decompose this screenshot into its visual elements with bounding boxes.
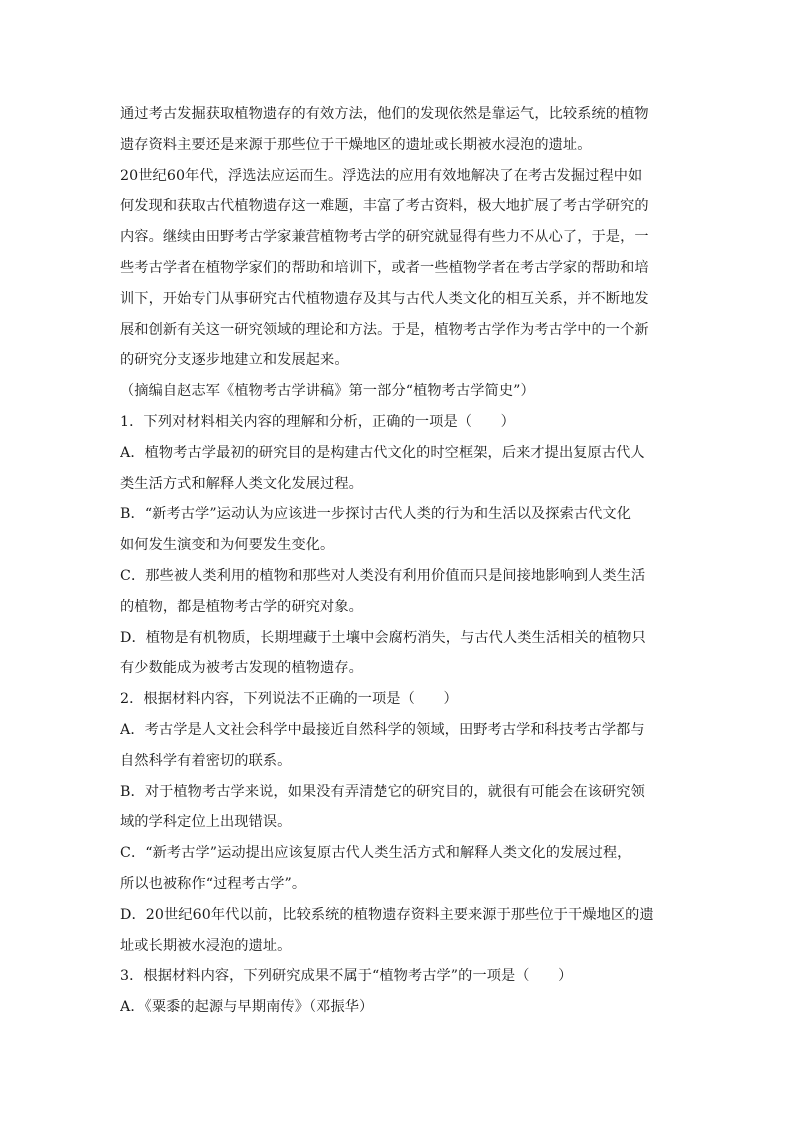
paragraph-line: 何发现和获取古代植物遗存这一难题，丰富了考古资料，极大地扩展了考古学研究的 xyxy=(120,198,649,215)
question-2-option-d: D．20世纪60年代以前，比较系统的植物遗存资料主要来源于那些位于干燥地区的遗 xyxy=(120,906,654,923)
question-2-option-a: A．考古学是人文社会科学中最接近自然科学的领域，田野考古学和科技考古学都与 xyxy=(120,721,645,738)
paragraph-line: 内容。继续由田野考古学家兼营植物考古学的研究就显得有些力不从心了，于是，一 xyxy=(120,229,649,246)
question-1-option-d-cont: 有少数能成为被考古发现的植物遗存。 xyxy=(120,660,363,677)
question-1-option-a: A．植物考古学最初的研究目的是构建古代文化的时空框架，后来才提出复原古代人 xyxy=(120,444,645,461)
question-1-stem: 1．下列对材料相关内容的理解和分析，正确的一项是（ ） xyxy=(120,413,515,430)
question-2-option-d-cont: 址或长期被水浸泡的遗址。 xyxy=(120,937,292,954)
paragraph-line: 展和创新有关这一研究领域的理论和方法。于是，植物考古学作为考古学中的一个新 xyxy=(120,321,649,338)
paragraph-line: 通过考古发掘获取植物遗存的有效方法，他们的发现依然是靠运气，比较系统的植物 xyxy=(120,106,649,122)
paragraph-line: 的研究分支逐步地建立和发展起来。 xyxy=(120,352,349,369)
paragraph-line: 训下，开始专门从事研究古代植物遗存及其与古代人类文化的相互关系，并不断地发 xyxy=(120,290,649,307)
question-1-option-c: C．那些被人类利用的植物和那些对人类没有利用价值而只是间接地影响到人类生活 xyxy=(120,567,646,584)
paragraph-line: 20世纪60年代，浮选法应运而生。浮选法的应用有效地解决了在考古发掘过程中如 xyxy=(120,167,643,184)
question-1-option-a-cont: 类生活方式和解释人类文化发展过程。 xyxy=(120,475,363,492)
question-2-option-c: C．“新考古学”运动提出应该复原古代人类生活方式和解释人类文化的发展过程， xyxy=(120,845,632,862)
source-citation: （摘编自赵志军《植物考古学讲稿》第一部分“植物考古学简史”） xyxy=(120,383,535,400)
question-2-option-a-cont: 自然科学有着密切的联系。 xyxy=(120,752,292,769)
paragraph-line: 遗存资料主要还是来源于那些位于干燥地区的遗址或长期被水浸泡的遗址。 xyxy=(120,136,592,153)
question-3-option-a: A．《粟黍的起源与早期南传》（邓振华） xyxy=(120,999,374,1016)
document-body xyxy=(120,99,676,1023)
question-2-stem: 2．根据材料内容，下列说法不正确的一项是（ ） xyxy=(120,691,458,708)
question-3-stem: 3．根据材料内容，下列研究成果不属于“植物考古学”的一项是（ ） xyxy=(120,968,573,985)
question-1-option-b: B．“新考古学”运动认为应该进一步探讨古代人类的行为和生活以及探索古代文化 xyxy=(120,506,632,523)
question-2-option-b-cont: 域的学科定位上出现错误。 xyxy=(120,814,292,831)
question-1-option-d: D．植物是有机物质，长期埋藏于土壤中会腐朽消失，与古代人类生活相关的植物只 xyxy=(120,629,646,646)
paragraph-line: 些考古学者在植物学家们的帮助和培训下，或者一些植物学者在考古学家的帮助和培 xyxy=(120,259,649,276)
question-1-option-b-cont: 如何发生演变和为何要发生变化。 xyxy=(120,537,335,554)
question-2-option-c-cont: 所以也被称作“过程考古学”。 xyxy=(120,875,307,892)
question-1-option-c-cont: 的植物，都是植物考古学的研究对象。 xyxy=(120,598,363,615)
question-2-option-b: B．对于植物考古学来说，如果没有弄清楚它的研究目的，就很有可能会在该研究领 xyxy=(120,783,645,800)
